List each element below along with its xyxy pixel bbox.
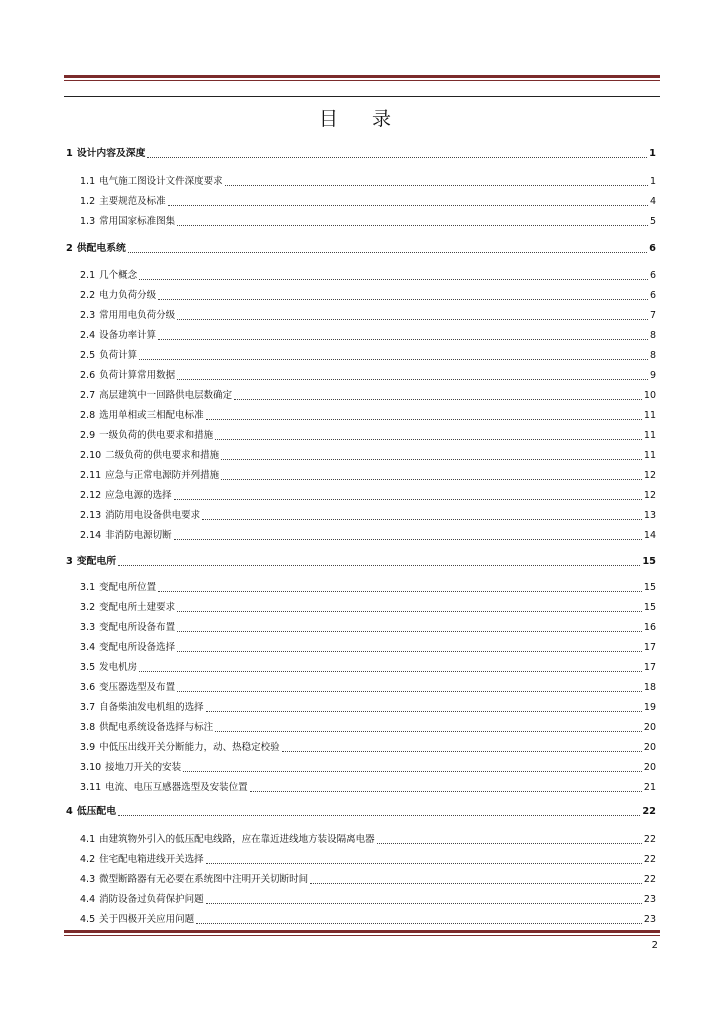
toc-title: 电气施工图设计文件深度要求: [99, 176, 223, 187]
toc-entry[interactable]: [66, 328, 656, 344]
toc-page-number: 22: [642, 806, 656, 817]
toc-page-number: 23: [643, 914, 656, 925]
toc-title: 常用国家标准图集: [99, 216, 176, 227]
toc-leader-dots: [118, 564, 640, 566]
toc-title: 住宅配电箱进线开关选择: [99, 854, 204, 865]
toc-entry[interactable]: [66, 388, 656, 404]
toc-title: 主要规范及标准: [99, 196, 166, 207]
toc-page-number: 10: [643, 390, 656, 401]
toc-page-number: 8: [649, 330, 656, 341]
toc-entry[interactable]: [66, 660, 656, 676]
toc-leader-dots: [139, 278, 648, 280]
toc-page-number: 12: [643, 470, 656, 481]
toc-page-number: 11: [643, 430, 656, 441]
toc-number: 2.5: [80, 350, 96, 361]
toc-page-number: 1: [649, 176, 656, 187]
toc-title: 常用用电负荷分级: [99, 310, 176, 321]
toc-leader-dots: [168, 204, 648, 206]
toc-entry[interactable]: [66, 508, 656, 524]
toc-entry[interactable]: [66, 288, 656, 304]
toc-leader-dots: [310, 882, 642, 884]
toc-leader-dots: [147, 156, 647, 158]
toc-entry[interactable]: [66, 852, 656, 868]
toc-chapter[interactable]: [66, 241, 656, 257]
toc-title: 变配电所设备选择: [99, 642, 176, 653]
toc-leader-dots: [196, 922, 642, 924]
toc-leader-dots: [174, 538, 642, 540]
toc-leader-dots: [215, 438, 642, 440]
toc-number: 4.5: [80, 914, 96, 925]
toc-entry[interactable]: [66, 760, 656, 776]
toc-leader-dots: [250, 790, 642, 792]
toc-page-number: 20: [643, 722, 656, 733]
toc-title: 电力负荷分级: [99, 290, 157, 301]
toc-number: 2.11: [80, 470, 102, 481]
toc-leader-dots: [174, 498, 642, 500]
toc-title: 选用单相或三相配电标准: [99, 410, 204, 421]
toc-number: 3.1: [80, 582, 96, 593]
toc-number: 2.8: [80, 410, 96, 421]
toc-number: 3.3: [80, 622, 96, 633]
toc-page-number: 22: [643, 854, 656, 865]
toc-page-number: 23: [643, 894, 656, 905]
page-title: 目 录: [318, 108, 406, 130]
header-rule-thin: [64, 80, 660, 81]
toc-number: 2.2: [80, 290, 96, 301]
toc-page-number: 9: [649, 370, 656, 381]
toc-chapter[interactable]: [66, 804, 656, 820]
toc-leader-dots: [177, 610, 642, 612]
toc-title: 微型断路器有无必要在系统图中注明开关切断时间: [99, 874, 309, 885]
toc-title: 接地刀开关的安装: [105, 762, 182, 773]
toc-page-number: 6: [649, 290, 656, 301]
toc-page-number: 18: [643, 682, 656, 693]
toc-number: 2.4: [80, 330, 96, 341]
toc-title: 几个概念: [99, 270, 138, 281]
toc-number: 2.10: [80, 450, 102, 461]
toc-leader-dots: [377, 842, 642, 844]
toc-entry[interactable]: [66, 680, 656, 696]
toc-title: 电流、电压互感器选型及安装位置: [105, 782, 248, 793]
toc-page-number: 20: [643, 762, 656, 773]
toc-page-number: 7: [649, 310, 656, 321]
toc-number: 1.2: [80, 196, 96, 207]
toc-entry[interactable]: [66, 428, 656, 444]
toc-number: 3.2: [80, 602, 96, 613]
toc-title: 二级负荷的供电要求和措施: [105, 450, 220, 461]
toc-page-number: 8: [649, 350, 656, 361]
toc-title: 由建筑物外引入的低压配电线路，应在靠近进线地方装设隔离电器: [99, 834, 375, 845]
toc-entry[interactable]: [66, 174, 656, 190]
toc-chapter[interactable]: [66, 146, 656, 162]
header-rule-bottom: [64, 96, 660, 97]
toc-leader-dots: [215, 730, 642, 732]
toc-entry[interactable]: [66, 620, 656, 636]
toc-title: 消防用电设备供电要求: [105, 510, 201, 521]
toc-page-number: 16: [643, 622, 656, 633]
toc-number: 4.3: [80, 874, 96, 885]
toc-number: 1.1: [80, 176, 96, 187]
toc-entry[interactable]: [66, 600, 656, 616]
toc-page-number: 20: [643, 742, 656, 753]
toc-number: 2.12: [80, 490, 102, 501]
toc-title: 设备功率计算: [99, 330, 157, 341]
toc-entry[interactable]: [66, 348, 656, 364]
toc-leader-dots: [221, 458, 642, 460]
toc-number: 3.11: [80, 782, 102, 793]
toc-number: 2.9: [80, 430, 96, 441]
toc-entry[interactable]: [66, 528, 656, 544]
toc-page-number: 4: [649, 196, 656, 207]
toc-page-number: 11: [643, 410, 656, 421]
toc-leader-dots: [234, 398, 642, 400]
toc-leader-dots: [139, 358, 648, 360]
toc-entry[interactable]: [66, 448, 656, 464]
toc-chapter[interactable]: [66, 554, 656, 570]
toc-leader-dots: [206, 902, 642, 904]
toc-title: 变配电所位置: [99, 582, 157, 593]
toc-page-number: 15: [643, 602, 656, 613]
toc-page-number: 19: [643, 702, 656, 713]
toc-page-number: 14: [643, 530, 656, 541]
toc-number: 2.7: [80, 390, 96, 401]
toc-title: 非消防电源切断: [105, 530, 172, 541]
toc-leader-dots: [206, 418, 642, 420]
toc-number: 1: [66, 148, 73, 159]
toc-title: 消防设备过负荷保护问题: [99, 894, 204, 905]
toc-entry[interactable]: [66, 268, 656, 284]
page-number: 2: [651, 940, 658, 951]
toc-title: 变配电所设备布置: [99, 622, 176, 633]
toc-page-number: 5: [649, 216, 656, 227]
toc-title: 关于四极开关应用问题: [99, 914, 195, 925]
footer-rule-thick: [64, 930, 660, 933]
toc-page-number: 15: [643, 582, 656, 593]
toc-entry[interactable]: [66, 194, 656, 210]
toc-number: 2: [66, 243, 73, 254]
toc-title: 负荷计算: [99, 350, 138, 361]
toc-leader-dots: [221, 478, 642, 480]
toc-page-number: 6: [649, 243, 656, 254]
toc-leader-dots: [202, 518, 642, 520]
toc-number: 3.5: [80, 662, 96, 673]
toc-leader-dots: [183, 770, 642, 772]
toc-number: 3.7: [80, 702, 96, 713]
toc-title: 变配电所土建要求: [99, 602, 176, 613]
toc-number: 3.4: [80, 642, 96, 653]
toc-page-number: 21: [643, 782, 656, 793]
toc-page-number: 17: [643, 642, 656, 653]
toc-title: 应急与正常电源防并列措施: [105, 470, 220, 481]
toc-page-number: 6: [649, 270, 656, 281]
toc-page-number: 22: [643, 874, 656, 885]
toc-page-number: 11: [643, 450, 656, 461]
toc-page-number: 15: [642, 556, 656, 567]
toc-entry[interactable]: [66, 308, 656, 324]
toc-leader-dots: [158, 590, 642, 592]
toc-entry[interactable]: [66, 488, 656, 504]
toc-number: 3.6: [80, 682, 96, 693]
toc-title: 中低压出线开关分断能力，动、热稳定校验: [99, 742, 280, 753]
toc-number: 4.4: [80, 894, 96, 905]
toc-leader-dots: [158, 298, 648, 300]
toc-leader-dots: [282, 750, 642, 752]
toc-leader-dots: [225, 184, 648, 186]
toc-number: 1.3: [80, 216, 96, 227]
toc-number: 3.9: [80, 742, 96, 753]
toc-page-number: 17: [643, 662, 656, 673]
toc-entry[interactable]: [66, 408, 656, 424]
toc-entry[interactable]: [66, 700, 656, 716]
toc-leader-dots: [177, 690, 642, 692]
toc-leader-dots: [177, 630, 642, 632]
toc-title: 应急电源的选择: [105, 490, 172, 501]
toc-page-number: 1: [649, 148, 656, 159]
toc-number: 3.8: [80, 722, 96, 733]
toc-title: 变压器选型及布置: [99, 682, 176, 693]
toc-title: 供配电系统: [76, 243, 126, 254]
toc-number: 2.3: [80, 310, 96, 321]
footer-rule-thin: [64, 935, 660, 936]
toc-number: 4: [66, 806, 73, 817]
toc-entry[interactable]: [66, 640, 656, 656]
toc-entry[interactable]: [66, 832, 656, 848]
toc-leader-dots: [118, 814, 640, 816]
toc-title: 一级负荷的供电要求和措施: [99, 430, 214, 441]
toc-leader-dots: [177, 378, 648, 380]
toc-number: 4.2: [80, 854, 96, 865]
toc-page-number: 13: [643, 510, 656, 521]
toc-number: 2.13: [80, 510, 102, 521]
toc-title: 设计内容及深度: [76, 148, 146, 159]
toc-leader-dots: [206, 710, 642, 712]
toc-title: 发电机房: [99, 662, 138, 673]
toc-entry[interactable]: [66, 912, 656, 928]
toc-leader-dots: [128, 251, 647, 253]
toc-leader-dots: [177, 224, 648, 226]
toc-number: 3: [66, 556, 73, 567]
toc-number: 3.10: [80, 762, 102, 773]
toc-entry[interactable]: [66, 780, 656, 796]
toc-number: 2.1: [80, 270, 96, 281]
toc-title: 负荷计算常用数据: [99, 370, 176, 381]
toc-entry[interactable]: [66, 872, 656, 888]
toc-title: 供配电系统设备选择与标注: [99, 722, 214, 733]
toc-entry[interactable]: [66, 892, 656, 908]
toc-leader-dots: [206, 862, 642, 864]
toc-entry[interactable]: [66, 468, 656, 484]
toc-title: 自备柴油发电机组的选择: [99, 702, 204, 713]
toc-entry[interactable]: [66, 214, 656, 230]
toc-page-number: 12: [643, 490, 656, 501]
toc-title: 变配电所: [76, 556, 117, 567]
toc-leader-dots: [177, 318, 648, 320]
toc-entry[interactable]: [66, 740, 656, 756]
header-rule-top: [64, 75, 660, 78]
toc-page-number: 22: [643, 834, 656, 845]
toc-entry[interactable]: [66, 720, 656, 736]
toc-number: 2.6: [80, 370, 96, 381]
toc-leader-dots: [139, 670, 642, 672]
toc-leader-dots: [158, 338, 648, 340]
toc-leader-dots: [177, 650, 642, 652]
toc-title: 高层建筑中一回路供电层数确定: [99, 390, 233, 401]
toc-number: 2.14: [80, 530, 102, 541]
toc-entry[interactable]: [66, 368, 656, 384]
toc-entry[interactable]: [66, 580, 656, 596]
toc-title: 低压配电: [76, 806, 117, 817]
toc-number: 4.1: [80, 834, 96, 845]
